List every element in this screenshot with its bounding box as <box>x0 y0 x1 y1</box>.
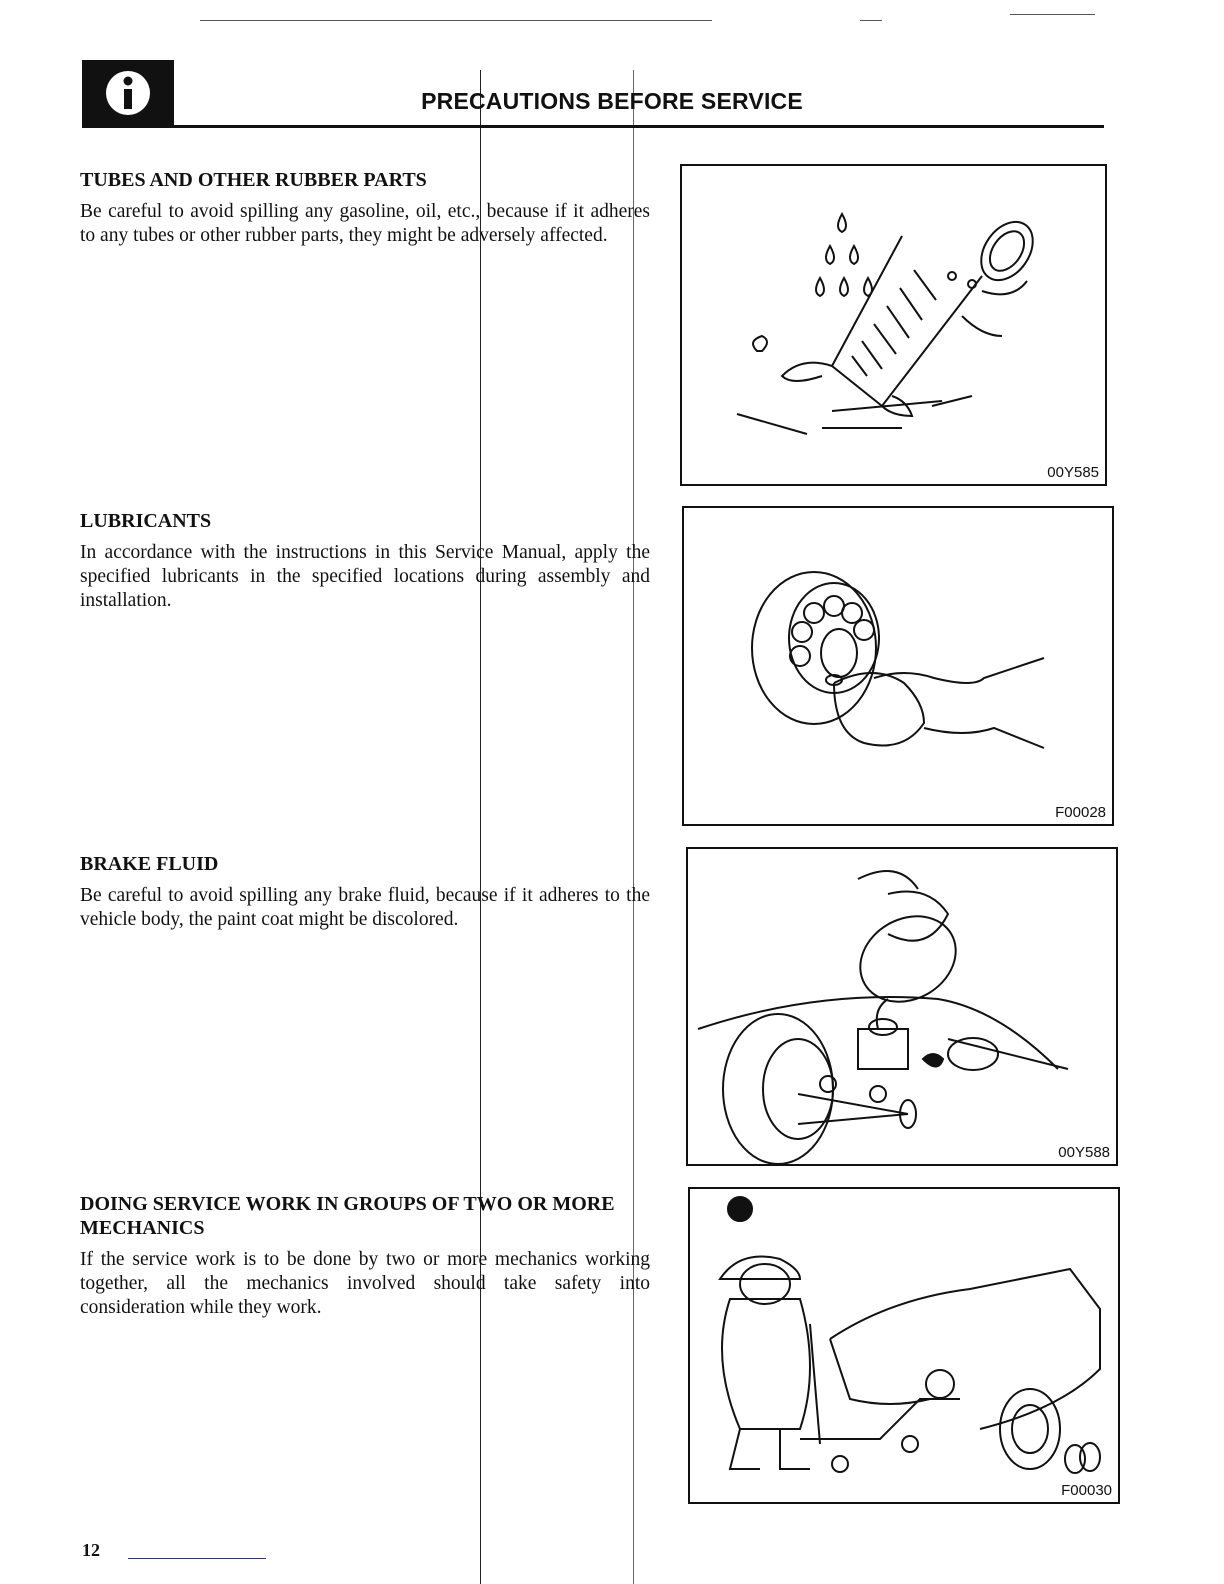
footer-rule <box>128 1558 266 1559</box>
section-title: DOING SERVICE WORK IN GROUPS OF TWO OR MORE MECHANICS <box>80 1193 615 1239</box>
top-rule <box>1010 14 1095 15</box>
page-number: 12 <box>82 1540 100 1560</box>
bearing-lubrication-illustration <box>682 506 1114 826</box>
top-rule <box>200 20 712 21</box>
scan-line <box>480 70 481 1584</box>
top-rule <box>860 20 882 21</box>
section-title: BRAKE FLUID <box>80 853 219 875</box>
section-body: Be careful to avoid spilling any brake fluid, because if it adheres to the vehicle body, the paint coat might be discolored. <box>80 885 650 930</box>
section-body: Be careful to avoid spilling any gasoline, oil, etc., because if it adheres to any tubes or other rubber parts, they might be adversely affected. <box>80 201 650 246</box>
figure-label: F00028 <box>1055 804 1106 821</box>
section-body: In accordance with the instructions in this Service Manual, apply the specified lubricants in the specified locations during assembly and installation. <box>80 542 650 611</box>
section-title: TUBES AND OTHER RUBBER PARTS <box>80 169 427 191</box>
scan-line <box>633 70 634 1584</box>
section-body: If the service work is to be done by two or more mechanics working together, all the mechanics involved should take safety into consideration while they work. <box>80 1249 650 1318</box>
section-title: LUBRICANTS <box>80 510 212 532</box>
figure-label: 00Y588 <box>1058 1144 1110 1161</box>
rubber-tube-illustration <box>680 164 1107 486</box>
header-divider <box>82 125 1104 128</box>
figure-label: F00030 <box>1061 1482 1112 1499</box>
page-title: PRECAUTIONS BEFORE SERVICE <box>421 88 803 114</box>
figure-label: 00Y585 <box>1047 464 1099 481</box>
brake-fluid-illustration <box>686 847 1118 1166</box>
mechanics-jack-illustration <box>688 1187 1120 1504</box>
